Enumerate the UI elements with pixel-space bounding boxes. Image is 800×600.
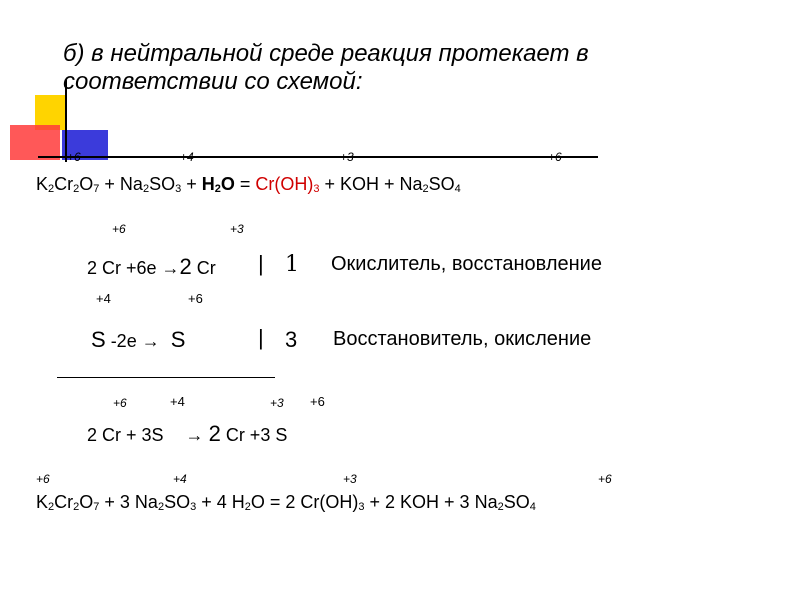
half-reaction-1	[87, 254, 216, 280]
subscript: 4	[454, 183, 461, 195]
final-ox-4: +6	[598, 472, 612, 486]
subscript: 2	[214, 183, 221, 195]
subscript: 2	[48, 183, 55, 195]
final-equation	[36, 492, 536, 513]
equals-sign: =	[234, 174, 256, 194]
arrow-icon: →	[185, 425, 204, 445]
k-symbol: K	[36, 174, 49, 194]
summed-equation	[87, 421, 287, 447]
half2-coefficient: 3	[285, 327, 298, 352]
so-symbol: SO	[149, 174, 176, 194]
o-symbol: O	[79, 492, 94, 512]
subscript: 2	[48, 501, 55, 513]
scheme-ox-2: +4	[180, 150, 194, 164]
scheme-ox-3: +3	[340, 150, 354, 164]
subscript: 3	[313, 183, 320, 195]
text: Cr	[191, 258, 216, 278]
half1-coefficient: 1	[285, 252, 299, 277]
text: + KOH + Na	[319, 174, 423, 194]
half-reaction-2	[91, 327, 185, 353]
subscript: 2	[157, 501, 165, 513]
text: 2 Cr + 3S	[87, 425, 164, 445]
text: + 2 KOH + 3 Na	[364, 492, 498, 512]
cr-symbol: Cr	[54, 174, 74, 194]
text: +	[181, 174, 202, 194]
subscript: 2	[73, 501, 80, 513]
scheme-ox-4: +6	[548, 150, 562, 164]
subscript: 2	[422, 183, 429, 195]
k-symbol: K	[36, 492, 49, 512]
title-line-1: б) в нейтральной среде реакция протекает в	[63, 40, 589, 67]
subscript: 3	[358, 501, 365, 513]
sum-ox-1: +6	[113, 396, 127, 410]
half1-ox-2: +3	[230, 222, 244, 236]
text: + 3 Na	[99, 492, 158, 512]
subscript: 3	[190, 501, 197, 513]
subscript: 2	[142, 183, 150, 195]
final-ox-2: +4	[173, 472, 187, 486]
half1-bar: |	[258, 251, 264, 276]
slide-title	[63, 40, 763, 96]
half2-note: Восстановитель, окисление	[333, 328, 592, 350]
title-line-2: соответствии со схемой:	[63, 68, 363, 95]
o-symbol: O	[79, 174, 94, 194]
h-symbol: H	[201, 174, 215, 194]
s-symbol: S	[91, 327, 106, 352]
subscript: 7	[93, 501, 100, 513]
o-symbol: O	[220, 174, 235, 194]
subscript: 2	[244, 501, 251, 513]
text: -2e	[105, 331, 142, 351]
sum-ox-4: +6	[310, 394, 325, 409]
so-symbol: SO	[428, 174, 455, 194]
croh-product: Cr(OH)	[255, 174, 314, 194]
half2-ox-1: +4	[96, 291, 111, 306]
arrow-icon: →	[141, 331, 160, 351]
half1-note: Окислитель, восстановление	[331, 253, 602, 275]
half2-bar: |	[258, 325, 264, 350]
subscript: 2	[497, 501, 504, 513]
sum-ox-2: +4	[170, 394, 185, 409]
decor-horizontal-line	[38, 156, 598, 158]
text: O = 2 Cr(OH)	[250, 492, 359, 512]
subscript: 2	[73, 183, 80, 195]
final-ox-3: +3	[343, 472, 357, 486]
subscript: 4	[529, 501, 536, 513]
scheme-equation	[36, 174, 461, 195]
text: + 4 H	[196, 492, 245, 512]
so-symbol: SO	[503, 492, 530, 512]
decor-red-square	[10, 125, 60, 160]
coefficient: 2	[179, 254, 192, 279]
text: + Na	[99, 174, 143, 194]
half1-ox-1: +6	[112, 222, 126, 236]
arrow-icon: →	[161, 258, 180, 278]
text: 2 Cr +6e	[87, 258, 162, 278]
text: Cr +3 S	[220, 425, 288, 445]
scheme-ox-1: +6	[67, 150, 81, 164]
half2-ox-2: +6	[188, 291, 203, 306]
subscript: 7	[93, 183, 100, 195]
sum-ox-3: +3	[270, 396, 284, 410]
final-ox-1: +6	[36, 472, 50, 486]
coefficient: 2	[208, 421, 221, 446]
s-symbol: S	[170, 327, 186, 352]
subscript: 3	[175, 183, 182, 195]
cr-symbol: Cr	[54, 492, 74, 512]
so-symbol: SO	[164, 492, 191, 512]
divider-line	[57, 377, 275, 378]
